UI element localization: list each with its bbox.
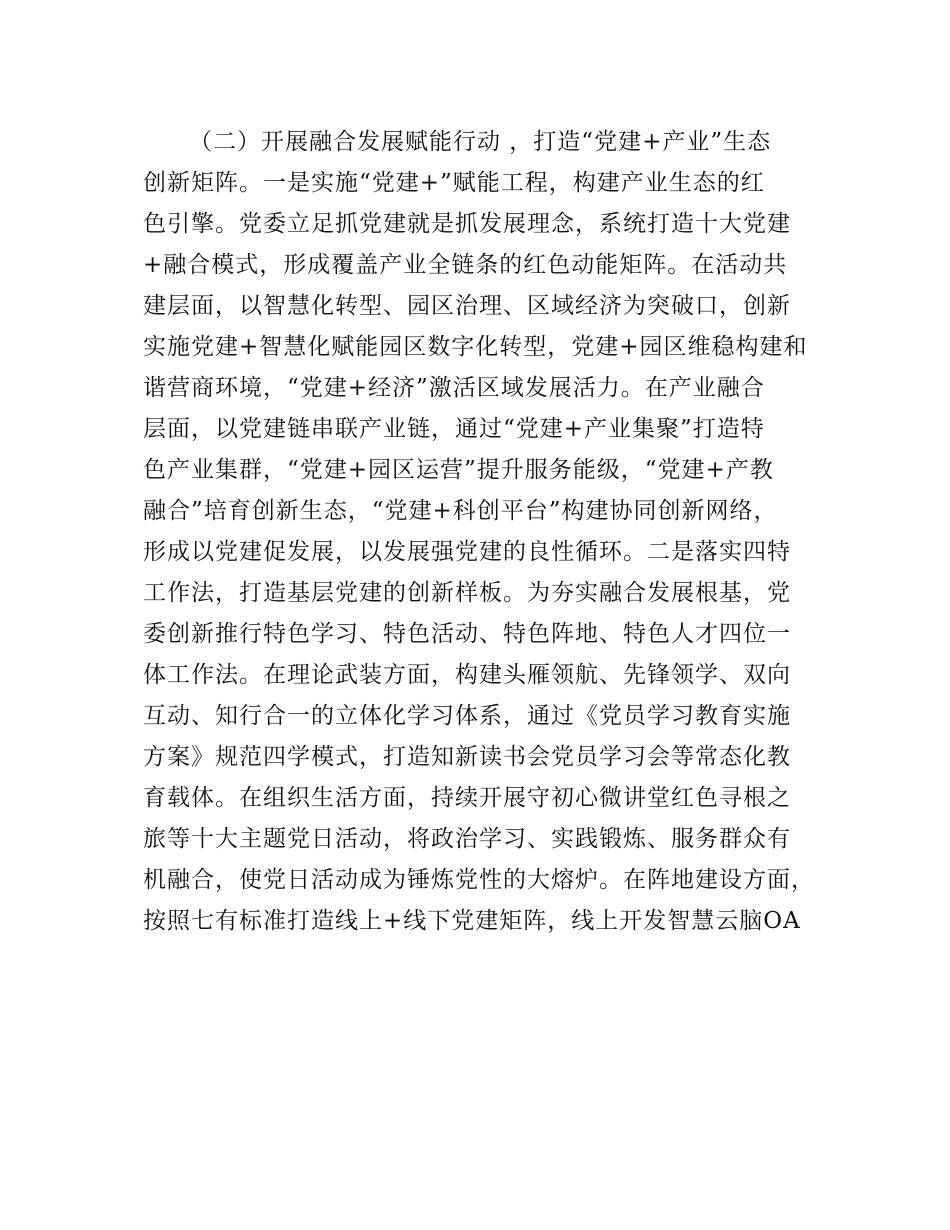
text-line: 色引擎。党委立足抓党建就是抓发展理念，系统打造十大党建: [143, 211, 791, 237]
text-line: 委创新推行特色学习、特色活动、特色阵地、特色人才四位一: [143, 621, 791, 647]
text-line: 工作法，打造基层党建的创新样板。为夯实融合发展根基，党: [143, 580, 791, 606]
text-line: 体工作法。在理论武装方面，构建头雁领航、先锋领学、双向: [143, 662, 791, 688]
text-line: 旅等十大主题党日活动，将政治学习、实践锻炼、服务群众有: [143, 826, 791, 852]
text-line: 实施党建+智慧化赋能园区数字化转型，党建+园区维稳构建和: [143, 334, 808, 360]
text-line: 形成以党建促发展，以发展强党建的良性循环。二是落实四特: [143, 539, 791, 565]
text-line: 育载体。在组织生活方面，持续开展守初心微讲堂红色寻根之: [143, 785, 791, 811]
text-line: 机融合，使党日活动成为锤炼党性的大熔炉。在阵地建设方面，: [143, 867, 815, 893]
text-line: 创新矩阵。一是实施“党建+”赋能工程，构建产业生态的红: [143, 170, 765, 196]
text-line: 建层面，以智慧化转型、园区治理、区域经济为突破口，创新: [143, 293, 791, 319]
text-line: 方案》规范四学模式，打造知新读书会党员学习会等常态化教: [143, 744, 791, 770]
text-line: 互动、知行合一的立体化学习体系，通过《党员学习教育实施: [143, 703, 791, 729]
text-line: 谐营商环境，“党建+经济”激活区域发展活力。在产业融合: [143, 375, 765, 401]
text-line: （二）开展融合发展赋能行动 ，打造“党建+产业”生态: [189, 129, 772, 155]
text-line: +融合模式，形成覆盖产业全链条的红色动能矩阵。在活动共: [143, 252, 788, 278]
text-line: 色产业集群，“党建+园区运营”提升服务能级，“党建+产教: [143, 457, 774, 483]
text-line: 层面，以党建链串联产业链，通过“党建+产业集聚”打造特: [143, 416, 765, 442]
text-line: 融合”培育创新生态，“党建+科创平台”构建协同创新网络，: [143, 498, 778, 524]
text-line: 按照七有标准打造线上+线下党建矩阵，线上开发智慧云脑OA: [143, 908, 801, 934]
body-paragraph: [143, 122, 843, 942]
